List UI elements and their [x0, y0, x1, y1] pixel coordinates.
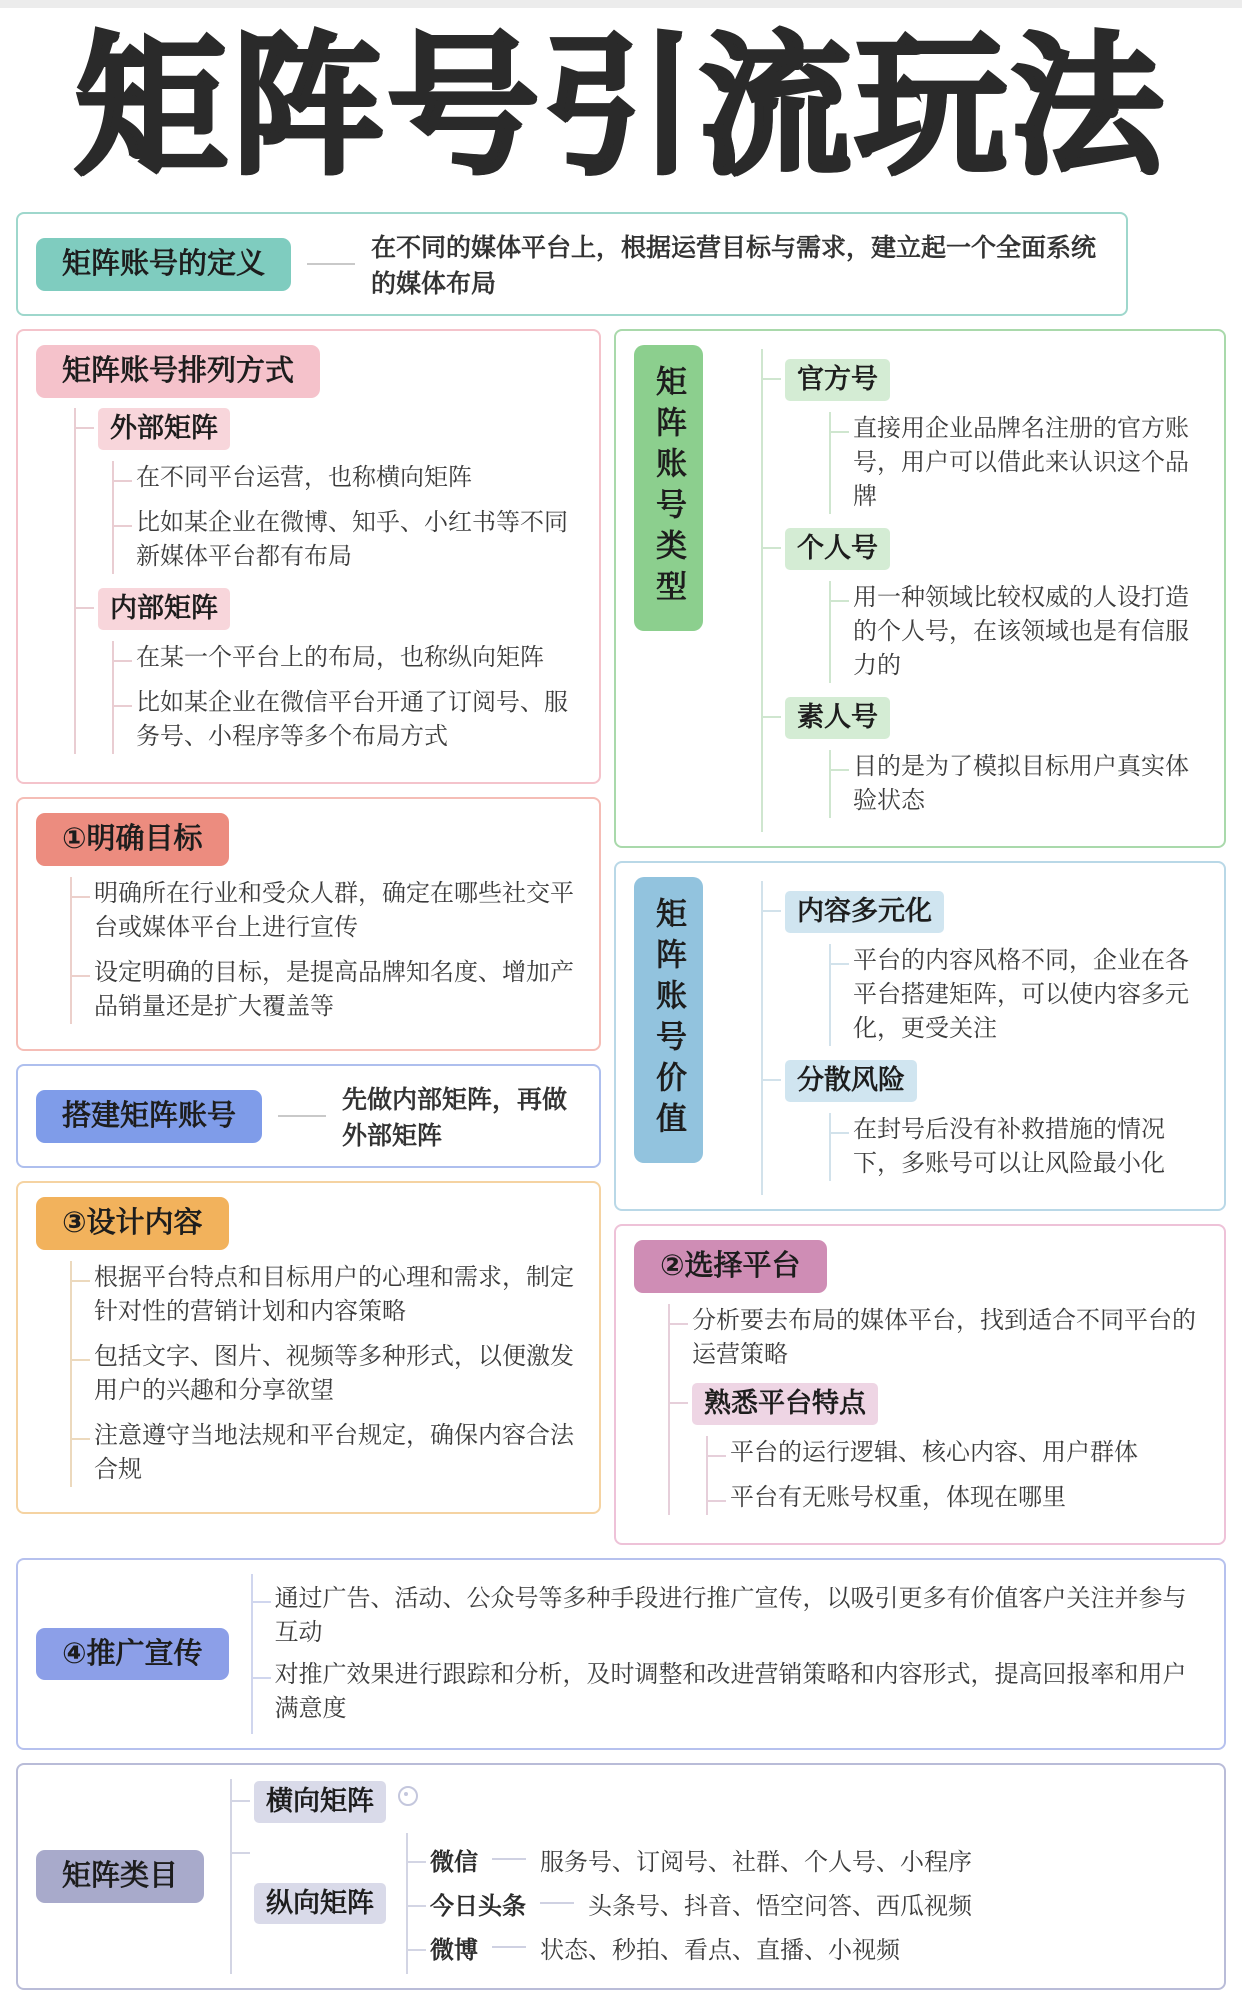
- amateur-account-node: [785, 697, 1206, 818]
- internal-matrix-label: 内部矩阵: [98, 588, 230, 630]
- arrangement-header: 矩阵账号排列方式: [36, 345, 320, 398]
- build-row: [36, 1080, 581, 1152]
- platform-features-bullets: [706, 1436, 1206, 1515]
- section-platform: [614, 1224, 1226, 1545]
- official-account-desc-group: [829, 412, 1206, 514]
- bullet-text: 通过广告、活动、公众号等多种手段进行推广宣传，以吸引更多有价值客户关注并参与互动: [275, 1582, 1206, 1650]
- bullet-text: 设定明确的目标，是提高品牌知名度、增加产品销量还是扩大覆盖等: [94, 956, 581, 1024]
- bullet-text: 比如某企业在微信平台开通了订阅号、服务号、小程序等多个布局方式: [136, 686, 581, 754]
- external-matrix-label: 外部矩阵: [98, 408, 230, 450]
- platform-items: 服务号、订阅号、社群、个人号、小程序: [540, 1848, 973, 1876]
- value-header: 矩阵账号价值: [634, 877, 703, 1163]
- amateur-account-label: 素人号: [785, 697, 890, 739]
- bullet-text: 比如某企业在微博、知乎、小红书等不同新媒体平台都有布局: [136, 506, 581, 574]
- goal-header: ①明确目标: [36, 813, 229, 866]
- value-tree: [761, 881, 1206, 1195]
- personal-account-desc-group: [829, 581, 1206, 683]
- platform-items: 头条号、抖音、悟空问答、西瓜视频: [588, 1892, 973, 1920]
- connector-dash: [278, 1115, 326, 1117]
- definition-text: 在不同的媒体平台上，根据运营目标与需求，建立起一个全面系统的媒体布局: [371, 234, 1097, 299]
- value-row: [634, 877, 1206, 1195]
- platform-name: 微博: [430, 1936, 479, 1964]
- bullet-text: 平台的运行逻辑、核心内容、用户群体: [730, 1436, 1206, 1470]
- personal-account-label: 个人号: [785, 528, 890, 570]
- infographic-root: [0, 212, 1242, 1990]
- right-column: [614, 329, 1226, 1558]
- internal-matrix-node: [98, 588, 581, 754]
- bullet-text: 包括文字、图片、视频等多种形式，以便激发用户的兴趣和分享欲望: [94, 1340, 581, 1408]
- types-header: 矩阵账号类型: [634, 345, 703, 631]
- types-tree: [761, 349, 1206, 832]
- platform-row-wechat: [430, 1842, 1206, 1877]
- connector-dash: [540, 1902, 574, 1904]
- platform-name: 今日头条: [430, 1892, 527, 1920]
- amateur-account-desc-group: [829, 750, 1206, 818]
- platform-header: ②选择平台: [634, 1240, 827, 1293]
- personal-account-node: [785, 528, 1206, 683]
- risk-spread-node: [785, 1060, 1206, 1181]
- arrangement-tree: [74, 408, 581, 754]
- section-goal: [16, 797, 601, 1051]
- definition-header: 矩阵账号的定义: [36, 238, 291, 291]
- types-row: [634, 345, 1206, 832]
- horizontal-matrix-label: 横向矩阵: [254, 1781, 386, 1823]
- promotion-header: ④推广宣传: [36, 1628, 229, 1681]
- platform-features-node: [692, 1383, 1206, 1515]
- connector-dash: [492, 1946, 526, 1948]
- platform-row-weibo: [430, 1930, 1206, 1965]
- bullet-text: 根据平台特点和目标用户的心理和需求，制定针对性的营销计划和内容策略: [94, 1261, 581, 1329]
- bullet-text: 在某一个平台上的布局，也称纵向矩阵: [136, 641, 581, 675]
- section-promotion: [16, 1558, 1226, 1750]
- goal-bullets: [70, 877, 581, 1024]
- build-text: 先做内部矩阵，再做外部矩阵: [342, 1086, 568, 1151]
- section-build: [16, 1064, 601, 1168]
- official-account-node: [785, 359, 1206, 514]
- bullet-text: 平台有无账号权重，体现在哪里: [730, 1481, 1206, 1515]
- left-column: [16, 329, 601, 1527]
- bullet-text: 分析要去布局的媒体平台，找到适合不同平台的运营策略: [692, 1304, 1206, 1372]
- platform-name: 微信: [430, 1848, 479, 1876]
- official-account-label: 官方号: [785, 359, 890, 401]
- platform-list: [406, 1833, 1206, 1974]
- categories-header: 矩阵类目: [36, 1850, 204, 1903]
- desc-text: 平台的内容风格不同，企业在各平台搭建矩阵，可以使内容多元化，更受关注: [853, 944, 1206, 1046]
- risk-spread-desc-group: [829, 1113, 1206, 1181]
- content-diversity-desc-group: [829, 944, 1206, 1046]
- section-arrangement: [16, 329, 601, 784]
- external-matrix-bullets: [112, 461, 581, 574]
- connector-dash: [307, 263, 355, 265]
- definition-row: [36, 228, 1108, 300]
- two-column-area: [16, 329, 1226, 1558]
- platform-tree: [668, 1304, 1206, 1515]
- note-icon: [398, 1786, 418, 1806]
- desc-text: 目的是为了模拟目标用户真实体验状态: [853, 750, 1206, 818]
- design-bullets: [70, 1261, 581, 1487]
- internal-matrix-bullets: [112, 641, 581, 754]
- platform-row-toutiao: [430, 1886, 1206, 1921]
- vertical-matrix-label: 纵向矩阵: [254, 1883, 386, 1925]
- section-value: [614, 861, 1226, 1211]
- vertical-matrix-node: [254, 1833, 1206, 1974]
- desc-text: 用一种领域比较权威的人设打造的个人号，在该领域也是有信服力的: [853, 581, 1206, 683]
- section-types: [614, 329, 1226, 848]
- risk-spread-label: 分散风险: [785, 1060, 917, 1102]
- desc-text: 直接用企业品牌名注册的官方账号，用户可以借此来认识这个品牌: [853, 412, 1206, 514]
- connector-dash: [492, 1858, 526, 1860]
- section-categories: [16, 1763, 1226, 1990]
- promotion-bullets: [251, 1574, 1206, 1734]
- build-header: 搭建矩阵账号: [36, 1090, 262, 1143]
- content-diversity-label: 内容多元化: [785, 891, 944, 933]
- categories-row: [36, 1779, 1206, 1974]
- categories-tree: [230, 1779, 1206, 1974]
- page-title: 矩阵号引流玩法: [75, 22, 1167, 192]
- section-design: [16, 1181, 601, 1514]
- external-matrix-node: [98, 408, 581, 574]
- bullet-text: 在不同平台运营，也称横向矩阵: [136, 461, 581, 495]
- bullet-text: 对推广效果进行跟踪和分析，及时调整和改进营销策略和内容形式，提高回报率和用户满意度: [275, 1658, 1206, 1726]
- bullet-text: 明确所在行业和受众人群，确定在哪些社交平台或媒体平台上进行宣传: [94, 877, 581, 945]
- section-definition: [16, 212, 1128, 316]
- promotion-row: [36, 1574, 1206, 1734]
- top-strip: [0, 0, 1242, 8]
- platform-features-label: 熟悉平台特点: [692, 1383, 878, 1425]
- horizontal-matrix-node: [254, 1781, 1206, 1823]
- platform-items: 状态、秒拍、看点、直播、小视频: [540, 1936, 901, 1964]
- content-diversity-node: [785, 891, 1206, 1046]
- design-header: ③设计内容: [36, 1197, 229, 1250]
- desc-text: 在封号后没有补救措施的情况下，多账号可以让风险最小化: [853, 1113, 1206, 1181]
- bullet-text: 注意遵守当地法规和平台规定，确保内容合法合规: [94, 1419, 581, 1487]
